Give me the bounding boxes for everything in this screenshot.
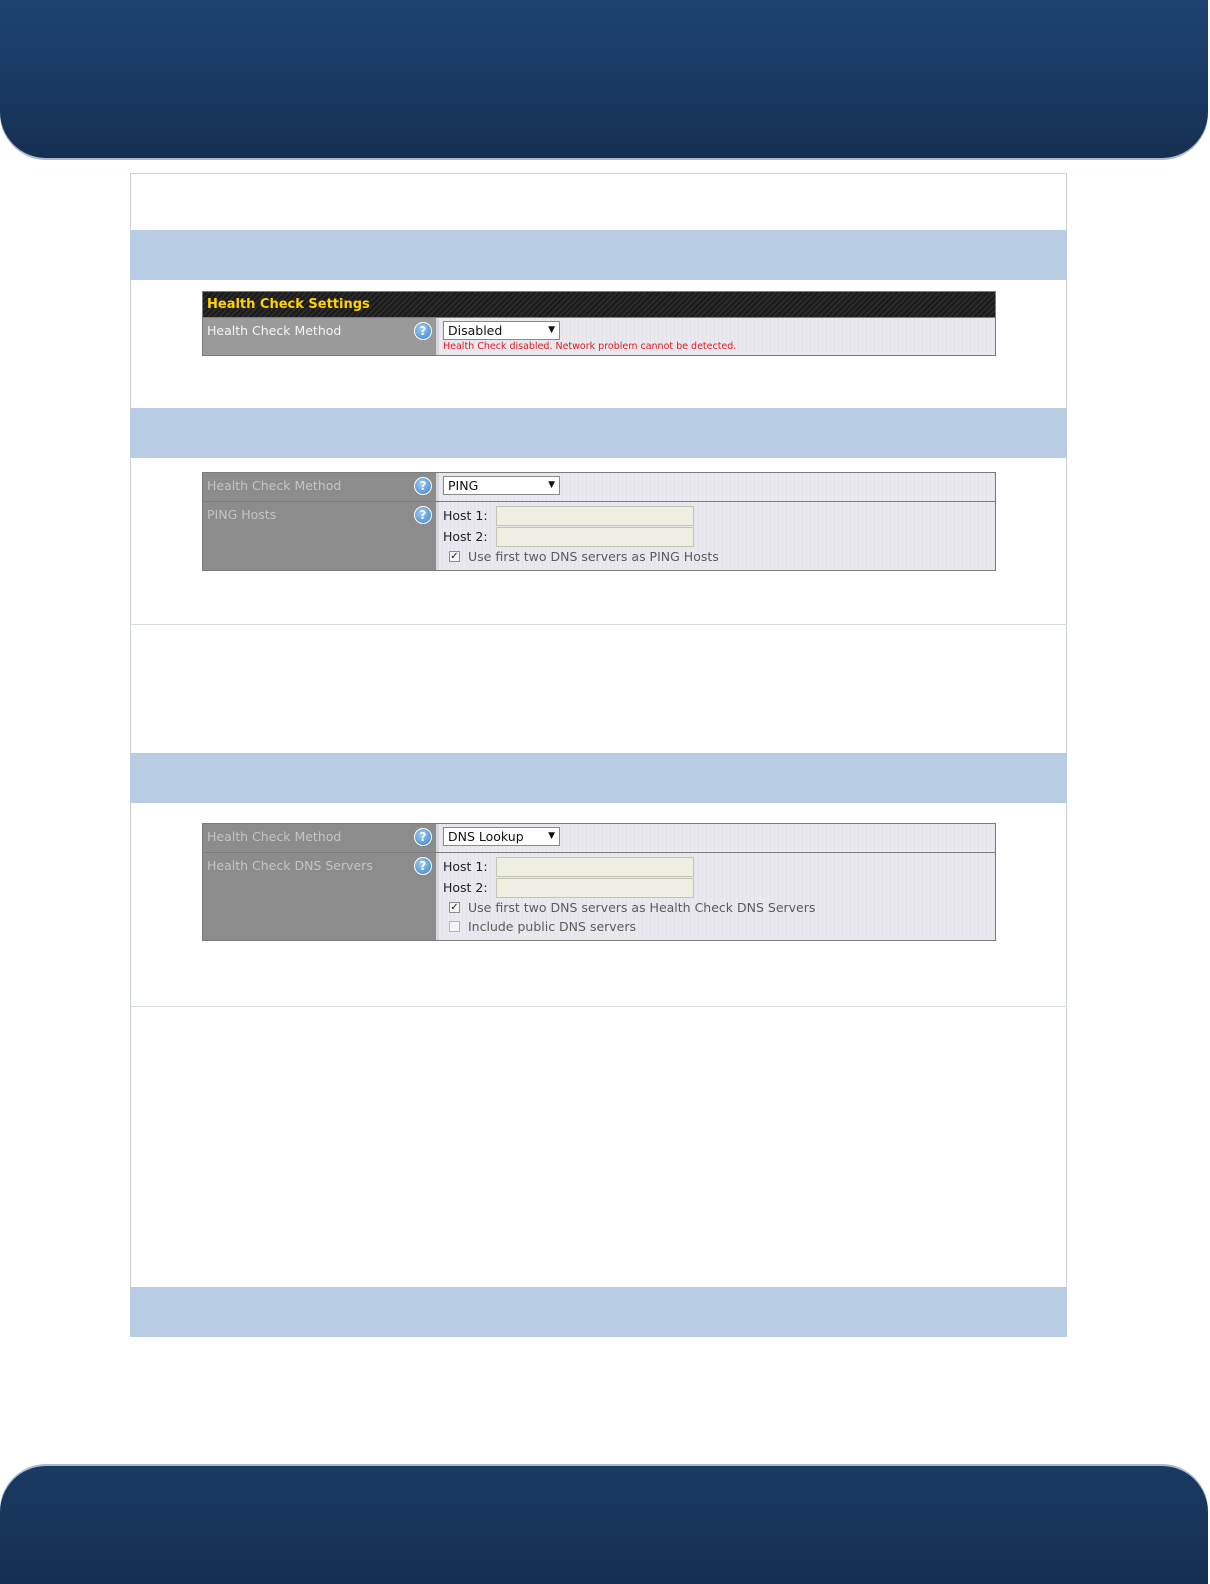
use-dns-as-ping-hosts-checkbox[interactable]: ✓ — [450, 551, 459, 562]
section-band-2 — [130, 408, 1067, 458]
chevron-down-icon: ▼ — [548, 831, 555, 841]
health-check-dns-servers-value-cell — [439, 853, 995, 940]
health-check-method-row — [203, 824, 995, 852]
use-dns-as-health-check-label: Use first two DNS servers as Health Check DNS Servers — [468, 900, 816, 915]
host2-input[interactable] — [496, 527, 694, 547]
top-banner — [0, 0, 1208, 158]
ping-hosts-value-cell — [439, 502, 995, 570]
bottom-banner — [0, 1466, 1208, 1584]
chevron-down-icon: ▼ — [548, 325, 555, 335]
divider-2 — [130, 1006, 1067, 1007]
health-check-method-label-cell — [203, 318, 439, 355]
health-check-method-value-cell — [439, 824, 995, 852]
select-value: DNS Lookup — [448, 829, 524, 844]
help-icon[interactable]: ? — [414, 828, 432, 846]
health-check-settings-panel — [202, 291, 996, 356]
help-icon[interactable]: ? — [414, 477, 432, 495]
ping-settings-panel — [202, 472, 996, 571]
health-check-dns-servers-row — [203, 852, 995, 940]
health-check-method-value-cell — [439, 318, 995, 355]
ping-hosts-label: PING Hosts — [207, 507, 277, 522]
host1-line — [443, 856, 991, 877]
help-icon[interactable]: ? — [414, 506, 432, 524]
host2-label: Host 2: — [443, 880, 488, 895]
host2-input[interactable] — [496, 878, 694, 898]
host1-input[interactable] — [496, 857, 694, 877]
dns-lookup-settings-panel — [202, 823, 996, 941]
host1-input[interactable] — [496, 506, 694, 526]
health-check-method-label-cell — [203, 473, 439, 501]
divider-1 — [130, 624, 1067, 625]
health-check-method-label: Health Check Method — [207, 323, 342, 338]
health-check-method-label: Health Check Method — [207, 478, 342, 493]
include-public-dns-option — [443, 917, 991, 936]
section-band-4 — [130, 1287, 1067, 1337]
use-dns-as-health-check-checkbox[interactable]: ✓ — [450, 902, 459, 913]
host2-label: Host 2: — [443, 529, 488, 544]
chevron-down-icon: ▼ — [548, 480, 555, 490]
health-check-warning: Health Check disabled. Network problem cannot be detected. — [443, 341, 737, 352]
health-check-method-select[interactable] — [443, 827, 560, 846]
help-icon[interactable]: ? — [414, 857, 432, 875]
host2-line — [443, 526, 991, 547]
host1-line — [443, 505, 991, 526]
use-dns-as-ping-hosts-option — [443, 547, 991, 566]
health-check-method-row — [203, 317, 995, 355]
health-check-method-label-cell — [203, 824, 439, 852]
health-check-method-select[interactable] — [443, 476, 560, 495]
health-check-dns-servers-label: Health Check DNS Servers — [207, 858, 373, 873]
include-public-dns-label: Include public DNS servers — [468, 919, 637, 934]
panel-title: Health Check Settings — [203, 292, 995, 317]
ping-hosts-label-cell — [203, 502, 439, 570]
use-dns-as-ping-hosts-label: Use first two DNS servers as PING Hosts — [468, 549, 719, 564]
health-check-method-select[interactable] — [443, 321, 560, 340]
host2-line — [443, 877, 991, 898]
use-dns-as-health-check-option — [443, 898, 991, 917]
help-icon[interactable]: ? — [414, 322, 432, 340]
ping-hosts-row — [203, 501, 995, 570]
select-value: Disabled — [448, 323, 503, 338]
section-band-3 — [130, 753, 1067, 803]
host1-label: Host 1: — [443, 508, 488, 523]
health-check-dns-servers-label-cell — [203, 853, 439, 940]
select-value: PING — [448, 478, 479, 493]
section-band-1 — [130, 230, 1067, 280]
host1-label: Host 1: — [443, 859, 488, 874]
include-public-dns-checkbox[interactable] — [449, 921, 460, 932]
health-check-method-row — [203, 473, 995, 501]
health-check-method-label: Health Check Method — [207, 829, 342, 844]
health-check-method-value-cell — [439, 473, 995, 501]
